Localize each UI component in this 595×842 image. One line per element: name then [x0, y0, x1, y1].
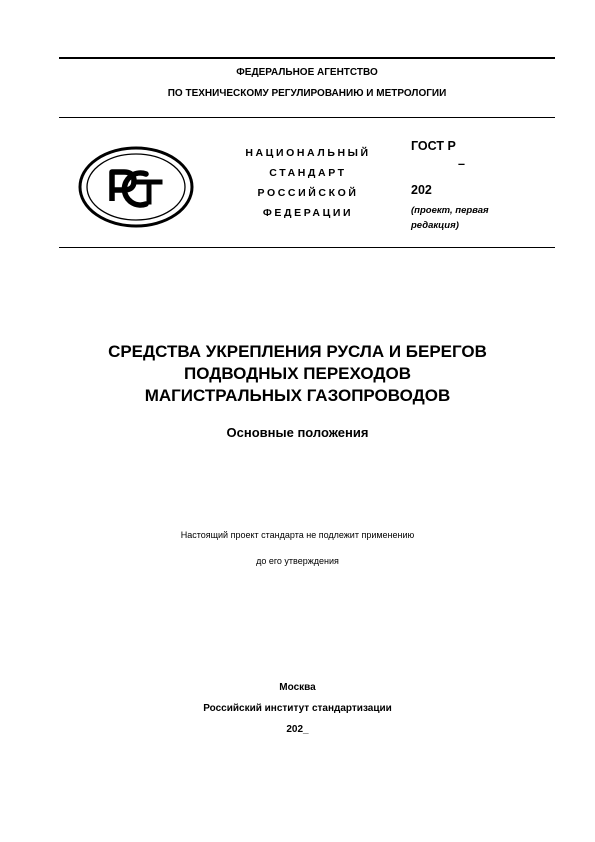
document-title: [40, 341, 555, 407]
national-standard-line-1: НАЦИОНАЛЬНЫЙ: [245, 147, 371, 159]
national-standard-line-3: РОССИЙСКОЙ: [257, 187, 359, 199]
notice-line-2: до его утверждения: [256, 556, 339, 566]
footer-publisher: Российский институт стандартизации: [203, 703, 392, 714]
footer-year: 202_: [286, 724, 309, 735]
header-rule: [59, 117, 555, 118]
footer-city: Москва: [279, 682, 316, 693]
title-line-3: МАГИСТРАЛЬНЫХ ГАЗОПРОВОДОВ: [144, 386, 451, 405]
designation-prefix: ГОСТ Р: [411, 139, 456, 153]
national-standard-line-2: СТАНДАРТ: [269, 167, 347, 179]
national-standard-line-4: ФЕДЕРАЦИИ: [262, 207, 354, 219]
standard-designation: [411, 137, 489, 231]
designation-year: 202: [411, 183, 432, 197]
notice-line-1: Настоящий проект стандарта не подлежит применению: [180, 530, 415, 540]
agency-line-1: ФЕДЕРАЛЬНОЕ АГЕНТСТВО: [236, 67, 378, 78]
designation-dash: –: [458, 157, 465, 171]
agency-line-2: ПО ТЕХНИЧЕСКОМУ РЕГУЛИРОВАНИЮ И МЕТРОЛОГИИ: [167, 88, 447, 99]
rst-gost-emblem-icon: [78, 146, 194, 228]
top-rule: [59, 57, 555, 59]
header-bottom-rule: [59, 247, 555, 248]
title-line-1: СРЕДСТВА УКРЕПЛЕНИЯ РУСЛА И БЕРЕГОВ: [108, 342, 487, 361]
title-line-2: ПОДВОДНЫХ ПЕРЕХОДОВ: [183, 364, 412, 383]
national-standard-block: [228, 143, 388, 223]
designation-note: (проект, первая редакция): [411, 205, 489, 231]
document-subtitle: Основные положения: [226, 425, 369, 440]
